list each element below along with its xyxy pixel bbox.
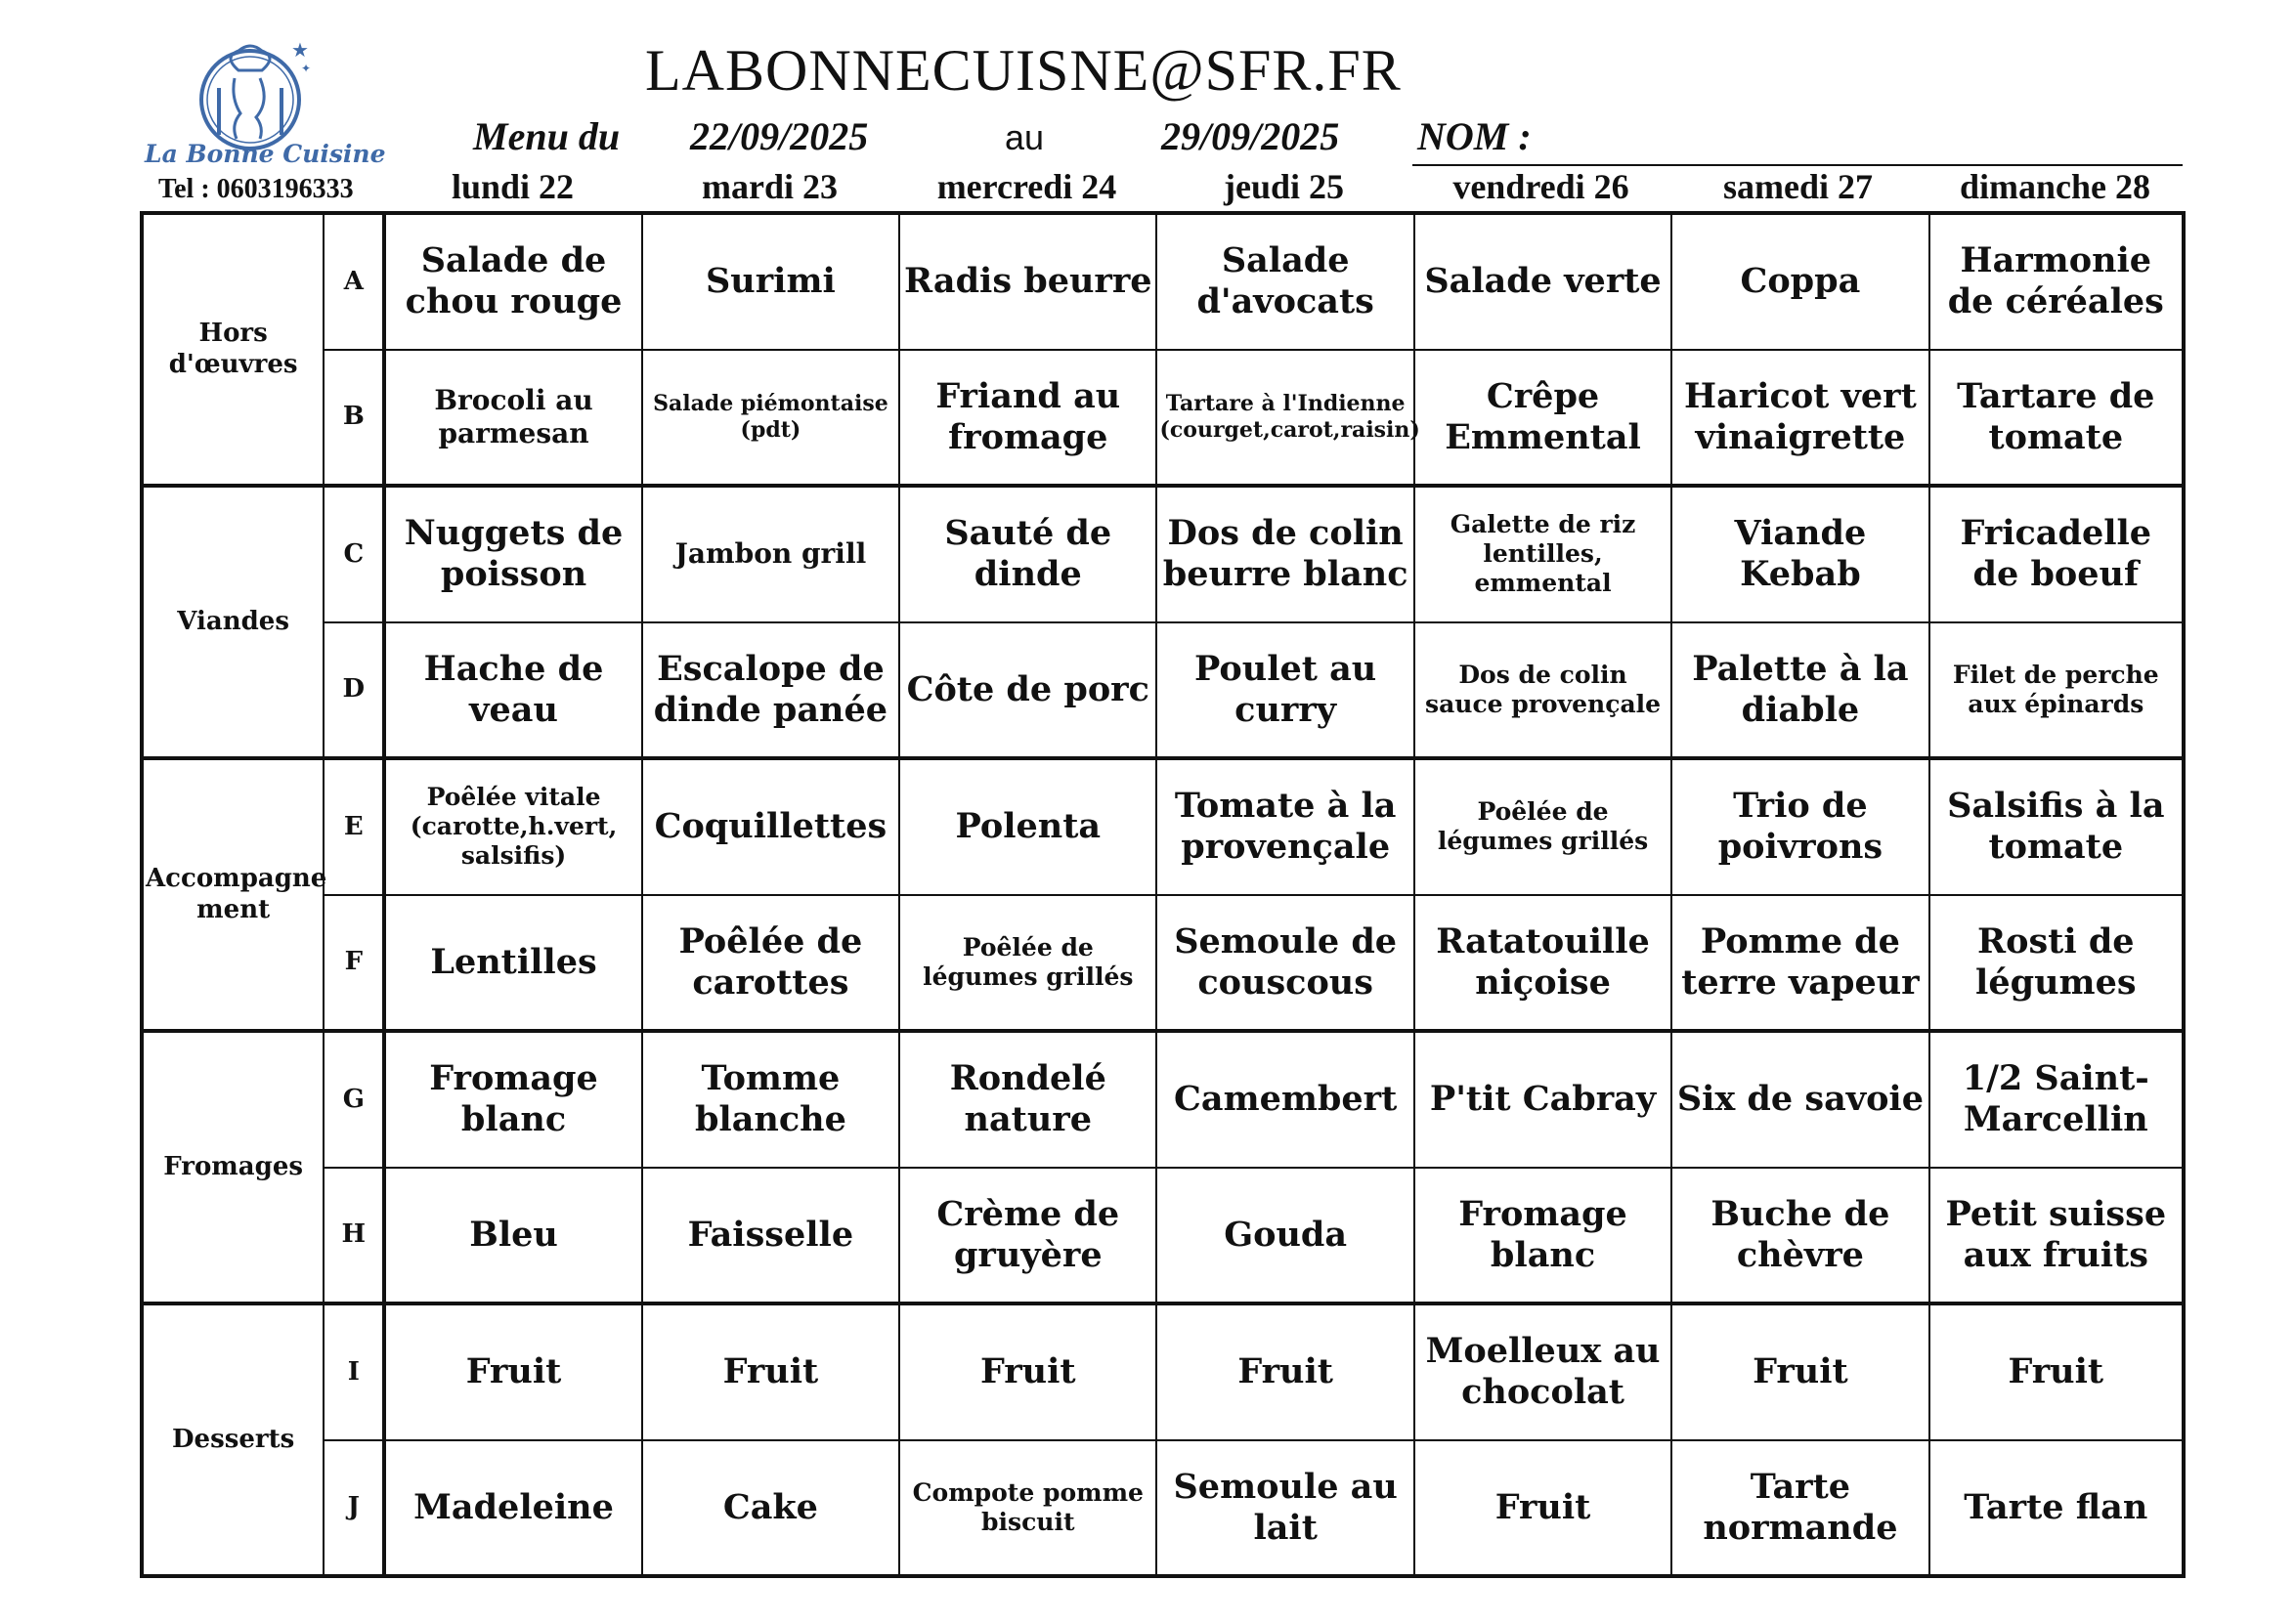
menu-cell: Dos de colin sauce provençale xyxy=(1414,622,1671,759)
day-header: jeudi 25 xyxy=(1223,167,1344,206)
menu-cell: Polenta xyxy=(899,758,1156,895)
menu-cell: Tarte flan xyxy=(1929,1440,2184,1577)
menu-cell: Sauté de dinde xyxy=(899,486,1156,622)
menu-cell: Tomate à la provençale xyxy=(1156,758,1413,895)
date-end: 29/09/2025 xyxy=(1161,114,1340,158)
menu-cell: Fruit xyxy=(1929,1303,2184,1440)
menu-cell: Fruit xyxy=(1156,1303,1413,1440)
menu-cell: Tomme blanche xyxy=(642,1031,899,1168)
menu-cell: Côte de porc xyxy=(899,622,1156,759)
menu-cell: Poêlée vitale (carotte,h.vert, salsifis) xyxy=(384,758,641,895)
menu-cell: Madeleine xyxy=(384,1440,641,1577)
day-header: lundi 22 xyxy=(451,167,575,206)
menu-cell: Fruit xyxy=(384,1303,641,1440)
svg-text:★: ★ xyxy=(291,39,309,62)
table-row xyxy=(142,213,2184,350)
day-header: vendredi 26 xyxy=(1452,167,1629,206)
menu-cell: Six de savoie xyxy=(1671,1031,1928,1168)
menu-cell: Fricadelle de boeuf xyxy=(1929,486,2184,622)
row-letter: G xyxy=(324,1031,384,1168)
category-fromages: Fromages xyxy=(142,1031,324,1303)
table-row xyxy=(142,1303,2184,1440)
menu-cell: Fruit xyxy=(1414,1440,1671,1577)
category-accompagnement: Accompagne ment xyxy=(142,758,324,1031)
menu-cell: Fromage blanc xyxy=(1414,1168,1671,1304)
menu-cell: Compote pomme biscuit xyxy=(899,1440,1156,1577)
menu-cell: Rosti de légumes xyxy=(1929,895,2184,1032)
menu-cell: Viande Kebab xyxy=(1671,486,1928,622)
menu-cell: Rondelé nature xyxy=(899,1031,1156,1168)
svg-text:✦: ✦ xyxy=(301,62,312,75)
row-letter: A xyxy=(324,213,384,350)
table-row xyxy=(142,1440,2184,1577)
menu-cell: Salade de chou rouge xyxy=(384,213,641,350)
menu-cell: Crêpe Emmental xyxy=(1414,350,1671,487)
menu-cell: 1/2 Saint-Marcellin xyxy=(1929,1031,2184,1168)
menu-cell: Poulet au curry xyxy=(1156,622,1413,759)
day-header: mardi 23 xyxy=(702,167,838,206)
menu-cell: Gouda xyxy=(1156,1168,1413,1304)
menu-cell: Haricot vert vinaigrette xyxy=(1671,350,1928,487)
menu-cell: Fromage blanc xyxy=(384,1031,641,1168)
menu-cell: Dos de colin beurre blanc xyxy=(1156,486,1413,622)
menu-cell: Escalope de dinde panée xyxy=(642,622,899,759)
menu-cell: Faisselle xyxy=(642,1168,899,1304)
menu-cell: P'tit Cabray xyxy=(1414,1031,1671,1168)
menu-cell: Tarte normande xyxy=(1671,1440,1928,1577)
menu-cell: Buche de chèvre xyxy=(1671,1168,1928,1304)
menu-cell: Lentilles xyxy=(384,895,641,1032)
menu-cell: Crème de gruyère xyxy=(899,1168,1156,1304)
menu-cell: Salsifis à la tomate xyxy=(1929,758,2184,895)
menu-table xyxy=(140,211,2186,1578)
menu-du-label: Menu du xyxy=(473,114,621,158)
row-letter: D xyxy=(324,622,384,759)
menu-cell: Filet de perche aux épinards xyxy=(1929,622,2184,759)
menu-cell: Fruit xyxy=(642,1303,899,1440)
row-letter: H xyxy=(324,1168,384,1304)
menu-cell: Poêlée de légumes grillés xyxy=(1414,758,1671,895)
table-row xyxy=(142,1168,2184,1304)
day-header: samedi 27 xyxy=(1723,167,1873,206)
day-header: mercredi 24 xyxy=(936,167,1117,206)
menu-cell: Semoule de couscous xyxy=(1156,895,1413,1032)
row-letter: I xyxy=(324,1303,384,1440)
email-title: LABONNECUISNE@SFR.FR xyxy=(645,38,1402,103)
menu-cell: Salade piémontaise (pdt) xyxy=(642,350,899,487)
menu-cell: Poêlée de carottes xyxy=(642,895,899,1032)
menu-cell: Moelleux au chocolat xyxy=(1414,1303,1671,1440)
category-desserts: Desserts xyxy=(142,1303,324,1576)
au-label: au xyxy=(1005,117,1045,157)
category-hors-doeuvres: Hors d'œuvres xyxy=(142,213,324,486)
menu-cell: Poêlée de légumes grillés xyxy=(899,895,1156,1032)
menu-cell: Fruit xyxy=(1671,1303,1928,1440)
menu-cell: Tartare à l'Indienne (courget,carot,raisin) xyxy=(1156,350,1413,487)
menu-cell: Brocoli au parmesan xyxy=(384,350,641,487)
telephone: Tel : 0603196333 xyxy=(158,174,354,204)
table-row xyxy=(142,622,2184,759)
menu-cell: Camembert xyxy=(1156,1031,1413,1168)
table-row xyxy=(142,350,2184,487)
menu-cell: Nuggets de poisson xyxy=(384,486,641,622)
menu-cell: Salade verte xyxy=(1414,213,1671,350)
day-header: dimanche 28 xyxy=(1959,167,2150,206)
category-viandes: Viandes xyxy=(142,486,324,758)
table-row xyxy=(142,1031,2184,1168)
row-letter: B xyxy=(324,350,384,487)
menu-cell: Radis beurre xyxy=(899,213,1156,350)
menu-cell: Surimi xyxy=(642,213,899,350)
date-start: 22/09/2025 xyxy=(690,114,869,158)
menu-cell: Friand au fromage xyxy=(899,350,1156,487)
menu-cell: Fruit xyxy=(899,1303,1156,1440)
row-letter: E xyxy=(324,758,384,895)
menu-cell: Pomme de terre vapeur xyxy=(1671,895,1928,1032)
row-letter: F xyxy=(324,895,384,1032)
menu-cell: Hache de veau xyxy=(384,622,641,759)
table-row xyxy=(142,486,2184,622)
menu-cell: Harmonie de céréales xyxy=(1929,213,2184,350)
menu-cell: Ratatouille niçoise xyxy=(1414,895,1671,1032)
row-letter: C xyxy=(324,486,384,622)
menu-cell: Coquillettes xyxy=(642,758,899,895)
logo-text: La Bonne Cuisine xyxy=(145,140,386,168)
nom-label: NOM : xyxy=(1417,114,1532,158)
menu-cell: Petit suisse aux fruits xyxy=(1929,1168,2184,1304)
row-letter: J xyxy=(324,1440,384,1577)
menu-cell: Coppa xyxy=(1671,213,1928,350)
menu-cell: Tartare de tomate xyxy=(1929,350,2184,487)
menu-cell: Semoule au lait xyxy=(1156,1440,1413,1577)
table-row xyxy=(142,758,2184,895)
menu-cell: Trio de poivrons xyxy=(1671,758,1928,895)
table-row xyxy=(142,895,2184,1032)
menu-cell: Cake xyxy=(642,1440,899,1577)
menu-cell: Palette à la diable xyxy=(1671,622,1928,759)
menu-cell: Galette de riz lentilles, emmental xyxy=(1414,486,1671,622)
menu-cell: Jambon grill xyxy=(642,486,899,622)
menu-cell: Salade d'avocats xyxy=(1156,213,1413,350)
menu-cell: Bleu xyxy=(384,1168,641,1304)
